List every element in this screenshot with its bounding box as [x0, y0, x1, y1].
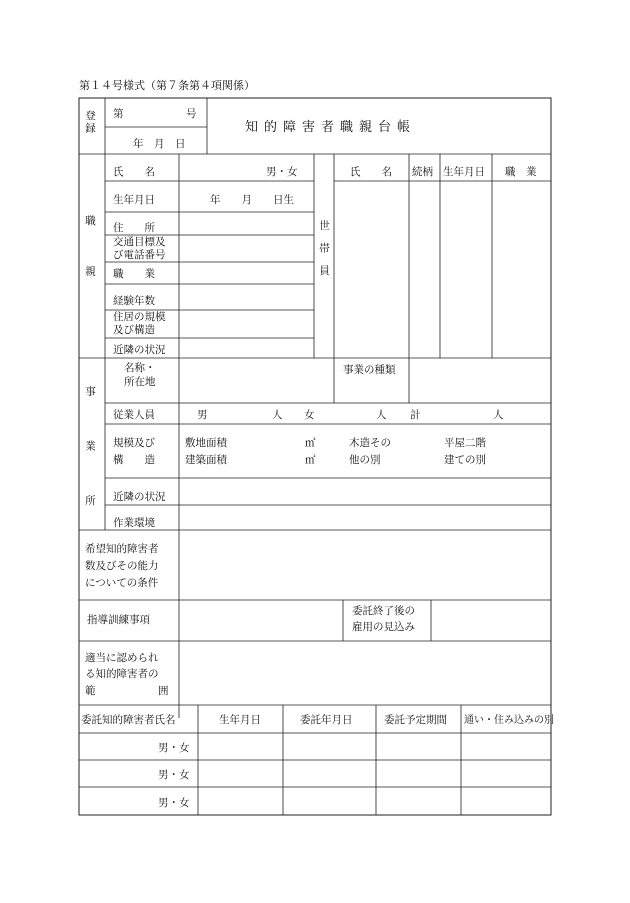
wish-label-1: 希望知的障害者 — [85, 543, 159, 555]
floor-area-unit: ㎡ — [305, 454, 316, 466]
household-col-birth: 生年月日 — [443, 166, 485, 178]
business-name-label-1: 名称・ — [124, 362, 156, 374]
floor-area-label: 建築面積 — [185, 454, 227, 466]
structure-label-1: 規模及び — [113, 437, 155, 449]
reg-number-suffix: 号 — [186, 108, 197, 120]
staff-unit-3: 人 — [493, 409, 504, 421]
oyakata-neighbor-label: 近隣の状況 — [113, 344, 166, 356]
household-section-label: 世帯員 — [318, 220, 330, 288]
structure-label-2: 構 造 — [113, 454, 155, 466]
floors-label: 建ての別 — [444, 454, 486, 466]
entrust-col-date: 委託年月日 — [300, 714, 353, 726]
entrust-row-sex: 男・女 — [158, 797, 190, 809]
training-label: 指導訓練事項 — [87, 614, 150, 626]
wish-label-2: 数及びその能力 — [85, 560, 159, 572]
traffic-label-2: び電話番号 — [113, 249, 166, 261]
staff-label: 従業人員 — [113, 409, 155, 421]
household-col-relation: 続柄 — [412, 166, 433, 178]
entrust-col-birth: 生年月日 — [219, 714, 261, 726]
traffic-label-1: 交通目標及 — [113, 236, 166, 248]
registration-label: 登録 — [84, 110, 96, 135]
entrust-col-period: 委託予定期間 — [384, 714, 447, 726]
oyakata-section-label: 職親 — [84, 215, 96, 316]
birth-label: 生年月日 — [113, 194, 155, 206]
wish-label-3: についての条件 — [85, 577, 159, 589]
flat-label: 平屋二階 — [444, 437, 486, 449]
reg-date: 年 月 日 — [133, 138, 186, 150]
staff-total: 計 — [410, 409, 421, 421]
reg-number-prefix: 第 — [113, 108, 124, 120]
other-label: 他の別 — [349, 454, 381, 466]
scope-label-1: 適当に認められ — [85, 652, 159, 664]
entrust-col-type: 通い・住み込みの別 — [464, 715, 554, 726]
staff-male: 男 — [197, 409, 208, 421]
oyakata-name-label: 氏 名 — [113, 166, 155, 178]
entrust-row-sex: 男・女 — [158, 742, 190, 754]
entrust-col-name: 委託知的障害者氏名 — [81, 714, 176, 726]
business-type-label: 事業の種類 — [343, 364, 396, 376]
scope-label-3b: 囲 — [158, 685, 169, 697]
work-environment-label: 作業環境 — [113, 517, 155, 529]
business-name-label-2: 所在地 — [124, 376, 156, 388]
after-employment-label-2: 雇用の見込み — [352, 621, 415, 633]
business-neighbor-label: 近隣の状況 — [113, 491, 166, 503]
after-employment-label-1: 委託終了後の — [352, 605, 415, 617]
household-col-name: 氏 名 — [350, 166, 392, 178]
birth-value: 年 月 日生 — [210, 194, 294, 206]
form-title: 知的障害者職親台帳 — [245, 120, 417, 135]
staff-unit-1: 人 — [272, 409, 283, 421]
oyakata-sex: 男・女 — [266, 166, 298, 178]
address-label: 住 所 — [113, 222, 155, 234]
site-area-label: 敷地面積 — [185, 437, 227, 449]
site-area-unit: ㎡ — [305, 437, 316, 449]
house-label-1: 住居の規模 — [113, 311, 166, 323]
house-label-2: 及び構造 — [113, 324, 155, 336]
staff-unit-2: 人 — [376, 409, 387, 421]
scope-label-3a: 範 — [85, 685, 96, 697]
household-col-job: 職 業 — [505, 166, 537, 178]
business-section-label: 事業所 — [84, 386, 96, 550]
form-number: 第１４号様式（第７条第４項関係） — [79, 79, 255, 92]
staff-female: 女 — [304, 409, 315, 421]
experience-label: 経験年数 — [113, 295, 155, 307]
wood-label: 木造その — [349, 437, 391, 449]
entrust-row-sex: 男・女 — [158, 769, 190, 781]
scope-label-2: る知的障害者の — [85, 668, 159, 680]
job-label: 職 業 — [113, 268, 155, 280]
